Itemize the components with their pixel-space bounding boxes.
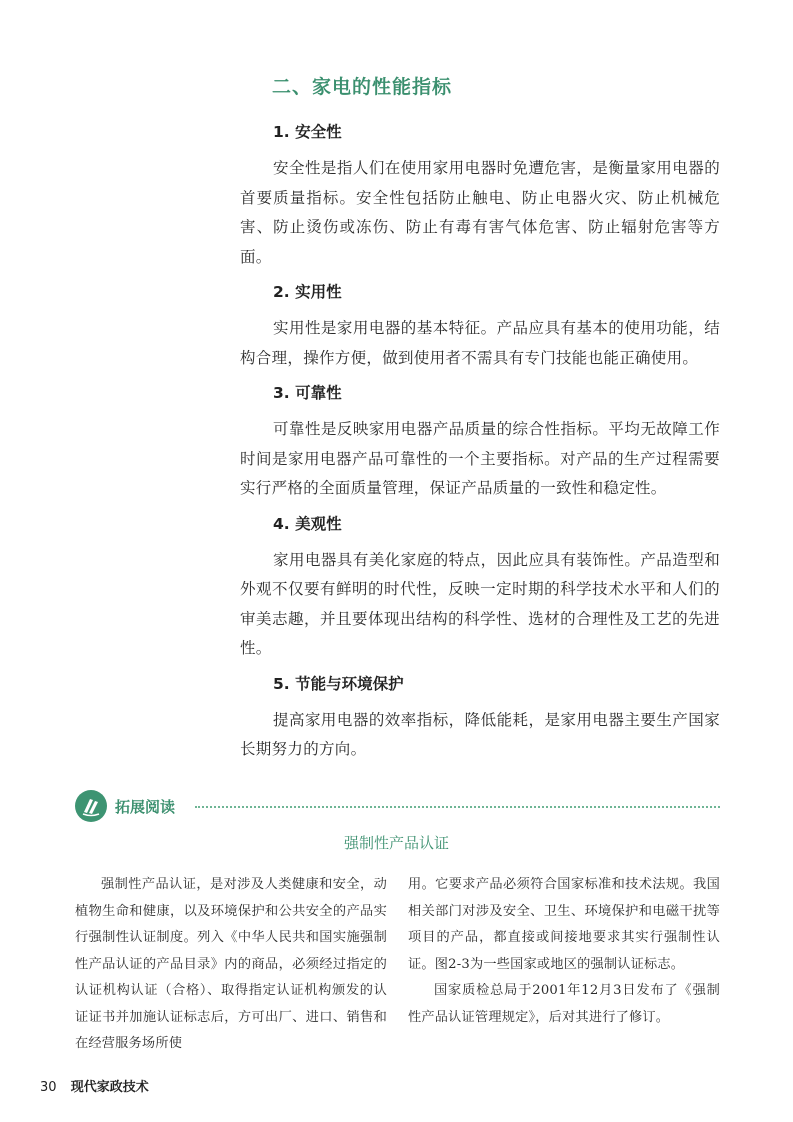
main-content xyxy=(240,116,720,773)
right-paragraph-2: 国家质检总局于2001年12月3日发布了《强制性产品认证管理规定》，后对其进行了修订。 xyxy=(408,983,720,1025)
heading-aesthetics: 4. 美观性 xyxy=(273,514,342,533)
heading-safety: 1. 安全性 xyxy=(273,123,342,141)
paragraph-energy: 提高家用电器的效率指标，降低能耗，是家用电器主要生产国家长期努力的方向。 xyxy=(240,710,720,758)
right-paragraph-1: 用。它要求产品必须符合国家标准和技术法规。我国相关部门对涉及安全、卫生、环境保护和电磁干扰等项目的产品，都直接或间接地要求其实行强制性认证。图2-3为一些国家或地区的强制认证标志。 xyxy=(408,877,720,972)
heading-reliability: 3. 可靠性 xyxy=(273,384,342,402)
page-number: 30 xyxy=(40,1080,57,1095)
page-footer xyxy=(40,1076,149,1095)
paragraph-safety: 安全性是指人们在使用家用电器时免遭危害，是衡量家用电器的首要质量指标。安全性包括防止触电、防止电器火灾、防止机械危害、防止烫伤或冻伤、防止有毒有害气体危害、防止辐射危害等方面。 xyxy=(240,159,720,266)
extended-reading-label: 拓展阅读 xyxy=(115,798,176,816)
paragraph-aesthetics: 家用电器具有美化家庭的特点，因此应具有装饰性。产品造型和外观不仅要有鲜明的时代性，反映一定时期的科学技术水平和人们的审美志趣，并且要体现出结构的科学性、选材的合理性及工艺的先进性。 xyxy=(240,550,720,657)
right-column xyxy=(408,872,720,1031)
extended-reading-bar xyxy=(75,790,720,822)
heading-energy: 5. 节能与环境保护 xyxy=(273,674,404,693)
heading-practicality: 2. 实用性 xyxy=(273,283,342,301)
book-title: 现代家政技术 xyxy=(70,1080,149,1095)
paragraph-practicality: 实用性是家用电器的基本特征。产品应具有基本的使用功能，结构合理，操作方便，做到使用者不需具有专门技能也能正确使用。 xyxy=(240,319,720,367)
left-column xyxy=(75,872,387,1058)
left-paragraph: 强制性产品认证，是对涉及人类健康和安全，动植物生命和健康，以及环境保护和公共安全的产品实行强制性认证制度。列入《中华人民共和国实施强制性产品认证的产品目录》内的商品，必须经过指定的认证机构认证（合格）、取得指定认证机构颁发的认证证书并加施认证标志后，方可出厂、进口、销售和在经营服务场所使 xyxy=(75,877,387,1051)
extended-reading-title: 强制性产品认证 xyxy=(343,834,449,852)
book-icon xyxy=(75,790,107,822)
section-title: 二、家电的性能指标 xyxy=(272,76,453,98)
dotted-divider xyxy=(195,806,720,808)
paragraph-reliability: 可靠性是反映家用电器产品质量的综合性指标。平均无故障工作时间是家用电器产品可靠性的一个主要指标。对产品的生产过程需要实行严格的全面质量管理，保证产品质量的一致性和稳定性。 xyxy=(240,420,720,497)
